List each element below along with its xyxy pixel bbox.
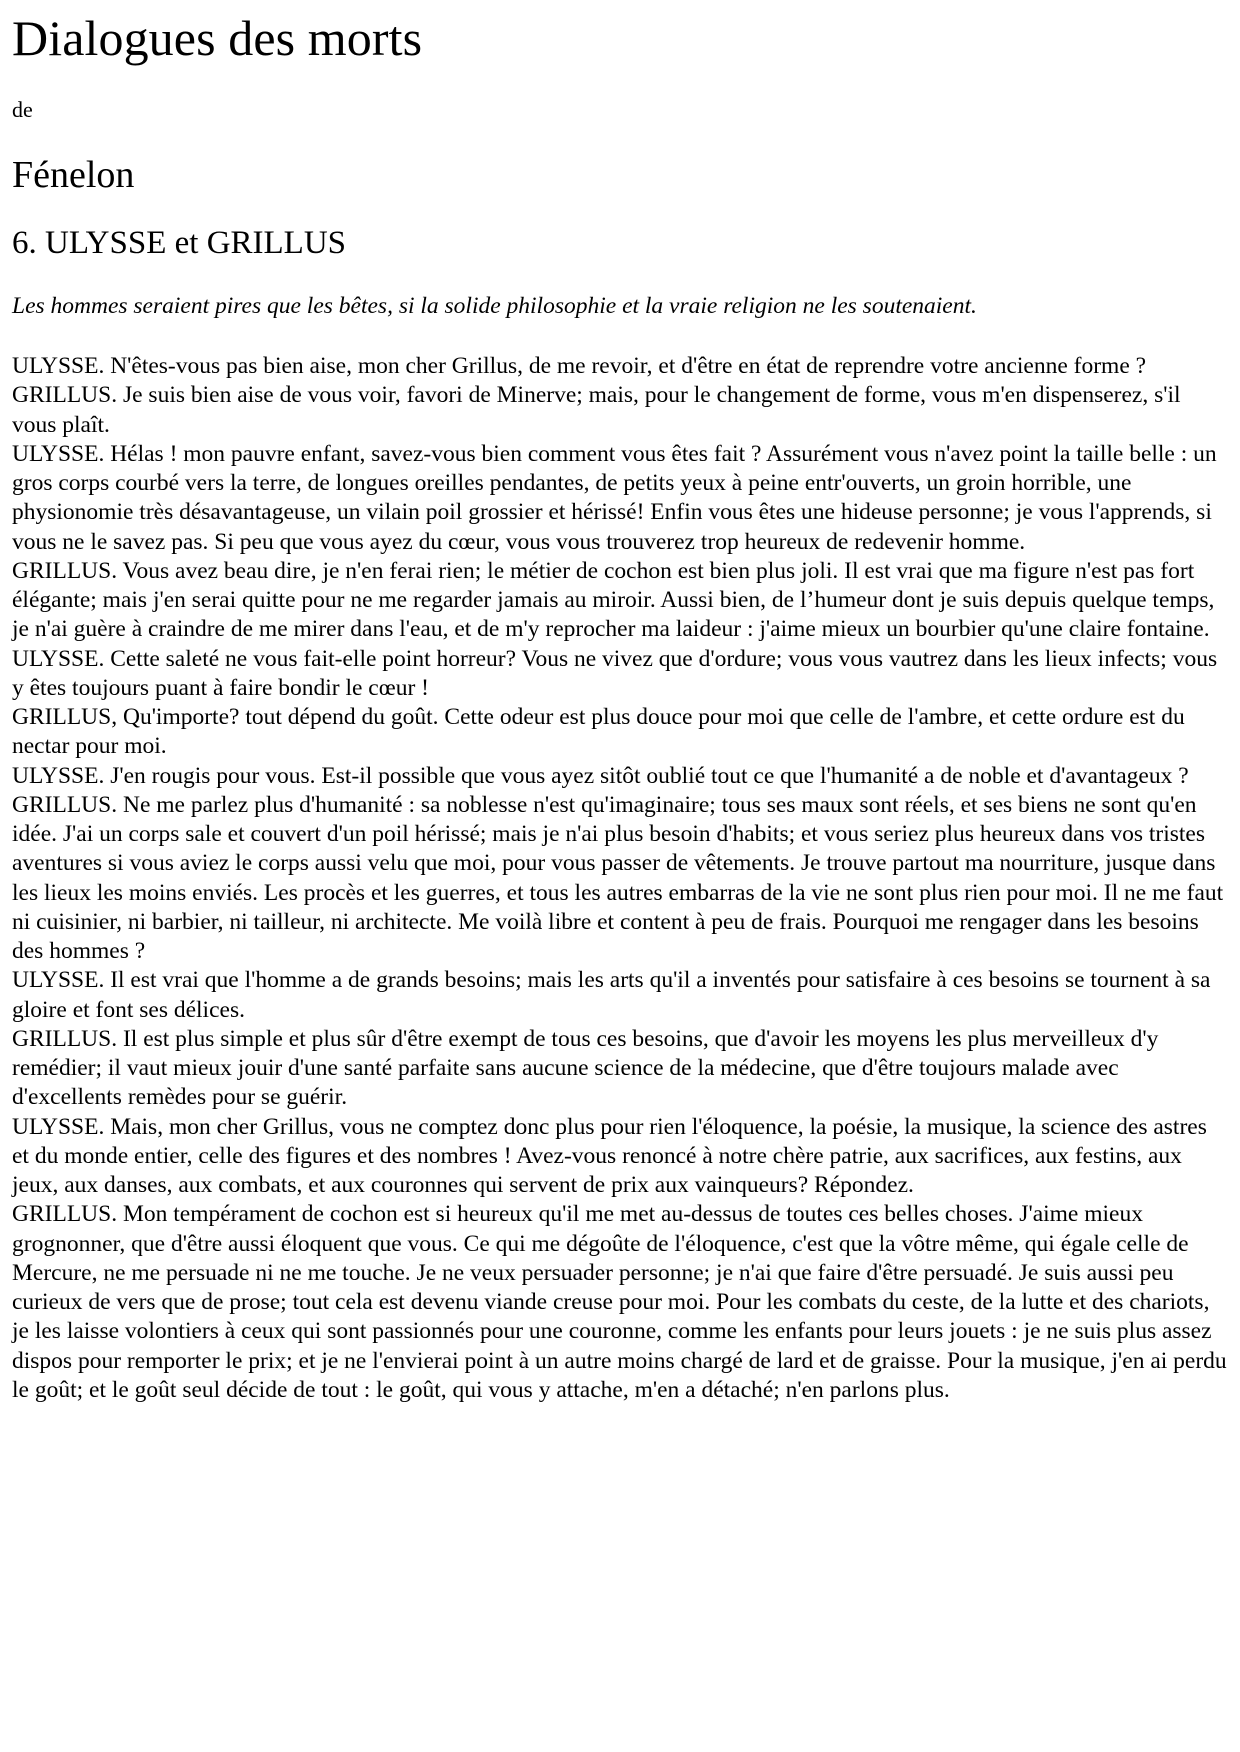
dialogue-line: GRILLUS. Il est plus simple et plus sûr d'être exempt de tous ces besoins, que d'avoir les moyens les plus merveilleux d'y remédier; il vaut mieux jouir d'une santé parfaite sans aucune science de la médecine, que d'être toujours malade avec d'excellents remèdes pour se guérir. — [12, 1025, 1159, 1111]
dialogue-line: ULYSSE. Cette saleté ne vous fait-elle point horreur? Vous ne vivez que d'ordure; vous vous vautrez dans les lieux infects; vous y êtes toujours puant à faire bondir le cœur ! — [12, 645, 1218, 701]
dialogue-body — [12, 352, 1228, 1405]
dialogue-line: ULYSSE. N'êtes-vous pas bien aise, mon cher Grillus, de me revoir, et d'être en état de reprendre votre ancienne forme ? — [12, 353, 1147, 379]
dialogue-line: GRILLUS, Qu'importe? tout dépend du goût. Cette odeur est plus douce pour moi que celle de l'ambre, et cette ordure est du nectar pour moi. — [12, 704, 1185, 760]
author-name: Fénelon — [12, 154, 135, 196]
dialogue-line: GRILLUS. Ne me parlez plus d'humanité : sa noblesse n'est qu'imaginaire; tous ses maux sont réels, et ses biens ne sont qu'en idée. J'ai un corps sale et couvert d'un poil hérissé; mais je n'ai plus besoin d'habits; et vous seriez plus heureux dans vos tristes aventures si vous aviez le corps aussi velu que moi, pour vous passer de vêtements. Je trouve partout ma nourriture, jusque dans les lieux les moins enviés. Les procès et les guerres, et tous les autres embarras de la vie ne sont plus rien pour moi. Il ne me faut ni cuisinier, ni barbier, ni tailleur, ni architecte. Me voilà libre et content à peu de frais. Pourquoi me rengager dans les besoins des hommes ? — [12, 791, 1224, 964]
dialogue-line: ULYSSE. J'en rougis pour vous. Est-il possible que vous ayez sitôt oublié tout ce que l'humanité a de noble et d'avantageux ? — [12, 762, 1189, 789]
document-title: Dialogues des morts — [12, 10, 423, 66]
dialogue-line: GRILLUS. Mon tempérament de cochon est si heureux qu'il me met au-dessus de toutes ces belles choses. J'aime mieux grognonner, que d'être aussi éloquent que vous. Ce qui me dégoûte de l'éloquence, c'est que la vôtre même, qui égale celle de Mercure, ne me persuade ni ne me touche. Je ne veux persuader personne; je n'ai que faire d'être persuadé. Je suis aussi peu curieux de vers que de prose; tout cela est devenu viande creuse pour moi. Pour les combats du ceste, de la lutte et des chariots, je les laisse volontiers à ceux qui sont passionnés pour une couronne, comme les enfants pour leurs jouets : je ne suis plus assez dispos pour remporter le prix; et je ne l'envierai point à un autre moins chargé de lard et de graisse. Pour la musique, j'en ai perdu le goût; et le goût seul décide de tout : le goût, qui vous y attache, m'en a détaché; n'en parlons plus. — [12, 1201, 1227, 1403]
dialogue-line: GRILLUS. Vous avez beau dire, je n'en ferai rien; le métier de cochon est bien plus joli. Il est vrai que ma figure n'est pas fort élégante; mais j'en serai quitte pour ne me regarder jamais au miroir. Aussi bien, de l’humeur dont je suis depuis quelque temps, je n'ai guère à craindre de me mirer dans l'eau, et de m'y reprocher ma laideur : j'aime mieux un bourbier qu'une claire fontaine. — [12, 557, 1215, 643]
dialogue-line: ULYSSE. Mais, mon cher Grillus, vous ne comptez donc plus pour rien l'éloquence, la poésie, la musique, la science des astres et du monde entier, celle des figures et des nombres ! Avez-vous renoncé à notre chère patrie, aux sacrifices, aux festins, aux jeux, aux danses, aux combats, et aux couronnes qui servent de prix aux vainqueurs? Répondez. — [12, 1113, 1207, 1198]
chapter-heading: 6. ULYSSE et GRILLUS — [12, 225, 347, 261]
dialogue-line: ULYSSE. Il est vrai que l'homme a de grands besoins; mais les arts qu'il a inventés pour satisfaire à ces besoins se tournent à sa gloire et font ses délices. — [12, 967, 1211, 1023]
epigraph: Les hommes seraient pires que les bêtes, si la solide philosophie et la vraie religion ne les soutenaient. — [12, 293, 977, 319]
dialogue-line: GRILLUS. Je suis bien aise de vous voir, favori de Minerve; mais, pour le changement de forme, vous m'en dispenserez, s'il vous plaît. — [12, 382, 1181, 438]
dialogue-line: ULYSSE. Hélas ! mon pauvre enfant, savez-vous bien comment vous êtes fait ? Assurément vous n'avez point la taille belle : un gros corps courbé vers la terre, de longues oreilles pendantes, de petits yeux à peine entr'ouverts, un groin horrible, une physionomie très désavantageuse, un vilain poil grossier et hérissé! Enfin vous êtes une hideuse personne; je vous l'apprends, si vous ne le savez pas. Si peu que vous ayez du cœur, vous vous trouverez trop heureux de redevenir homme. — [12, 440, 1217, 555]
byline: de — [12, 97, 33, 122]
